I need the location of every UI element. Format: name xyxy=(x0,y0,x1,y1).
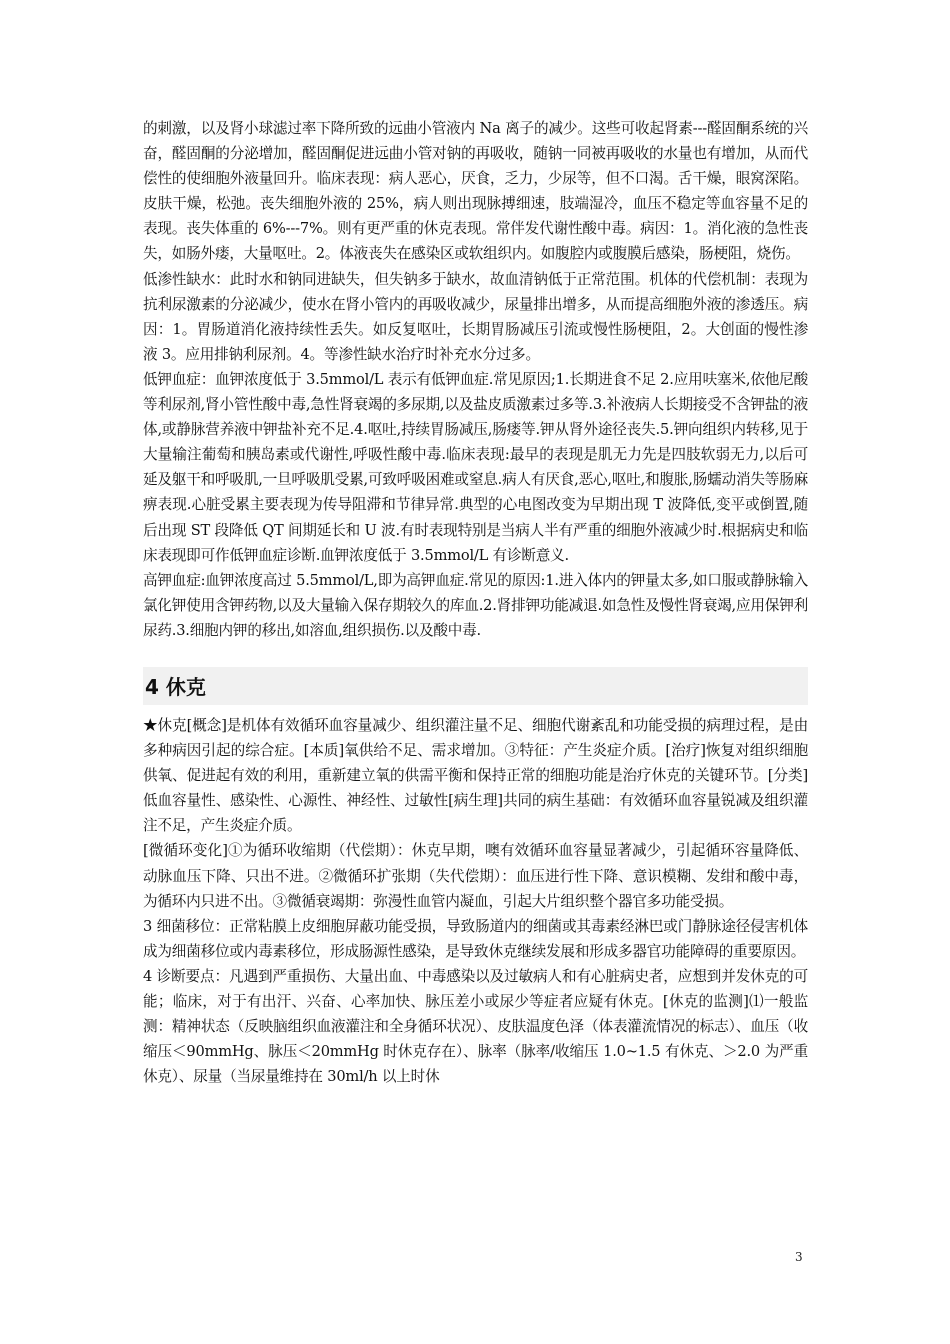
paragraph-hyperkalemia: 高钾血症:血钾浓度高过 5.5mmol/L,即为高钾血症.常见的原因:1.进入体内的钾量太多,如口服或静脉输入氯化钾使用含钾药物,以及大量输入保存期较久的库血.2.肾排钾功能减退.如急性及慢性肾衰竭,应用保钾利尿药.3.细胞内钾的移出,如溶血,组织损伤.以及酸中毒. xyxy=(143,571,808,639)
page-content xyxy=(143,116,808,1089)
section-heading-box xyxy=(143,667,808,705)
paragraph-shock-concept: ★休克[概念]是机体有效循环血容量减少、组织灌注量不足、细胞代谢紊乱和功能受损的病理过程，是由多种病因引起的综合症。[本质]氧供给不足、需求增加。③特征：产生炎症介质。[治疗]恢复对组织细胞供氧、促进起有效的利用，重新建立氧的供需平衡和保持正常的细胞功能是治疗休克的关键环节。[分类]低血容量性、感染性、心源性、神经性、过敏性[病生理]共同的病生基础：有效循环血容量锐减及组织灌注不足，产生炎症介质。 xyxy=(143,716,808,835)
paragraph-hypokalemia: 低钾血症：血钾浓度低于 3.5mmol/L 表示有低钾血症.常见原因;1.长期进食不足 2.应用呋塞米,依他尼酸等利尿剂,肾小管性酸中毒,急性肾衰竭的多尿期,以及盐皮质激素过多等.3.补液病人长期接受不含钾盐的液体,或静脉营养液中钾盐补充不足.4.呕吐,持续胃肠减压,肠瘘等.钾从肾外途径丧失.5.钾向组织内转移,见于大量输注葡萄和胰岛素或代谢性,呼吸性酸中毒.临床表现:最早的表现是肌无力先是四肢软弱无力,以后可延及躯干和呼吸肌,一旦呼吸肌受累,可致呼吸困难或窒息.病人有厌食,恶心,呕吐,和腹胀,肠蠕动消失等肠麻痹表现.心脏受累主要表现为传导阻滞和节律异常.典型的心电图改变为早期出现 T 波降低,变平或倒置,随后出现 ST 段降低 QT 间期延长和 U 波.有时表现特别是当病人半有严重的细胞外液减少时.根据病史和临床表现即可作低钾血症诊断.血钾浓度低于 3.5mmol/L 有诊断意义. xyxy=(143,370,808,564)
paragraph-isotonic-dehydration: 的刺激，以及肾小球滤过率下降所致的远曲小管液内 Na 离子的减少。这些可收起肾素---醛固酮系统的兴奋，醛固酮的分泌增加，醛固酮促进远曲小管对钠的再吸收，随钠一同被再吸收的水量也有增加，从而代偿性的使细胞外液量回升。临床表现：病人恶心，厌食，乏力，少尿等，但不口渴。舌干燥，眼窝深陷。皮肤干燥，松弛。丧失细胞外液的 25%，病人则出现脉搏细速，肢端湿冷，血压不稳定等血容量不足的表现。丧失体重的 6%---7%。则有更严重的休克表现。常伴发代谢性酸中毒。病因：1。消化液的急性丧失，如肠外瘘，大量呕吐。2。体液丧失在感染区或软组织内。如腹腔内或腹膜后感染，肠梗阻，烧伤。 xyxy=(143,120,808,263)
section-spacer xyxy=(143,643,808,667)
page-number: 3 xyxy=(795,1250,803,1264)
paragraph-hypotonic-dehydration: 低渗性缺水：此时水和钠同进缺失，但失钠多于缺水，故血清钠低于正常范围。机体的代偿机制：表现为抗利尿激素的分泌减少，使水在肾小管内的再吸收减少，尿量排出增多，从而提高细胞外液的渗透压。病因：1。胃肠道消化液持续性丢失。如反复呕吐，长期胃肠减压引流或慢性肠梗阻，2。大创面的慢性渗液 3。应用排钠利尿剂。4。等渗性缺水治疗时补充水分过多。 xyxy=(143,270,808,363)
section-heading: 4 休克 xyxy=(145,675,206,700)
paragraph-diagnosis: 4 诊断要点：凡遇到严重损伤、大量出血、中毒感染以及过敏病人和有心脏病史者，应想到并发休克的可能；临床，对于有出汗、兴奋、心率加快、脉压差小或尿少等症者应疑有休克。[休克的监测]⑴一般监测：精神状态（反映脑组织血液灌注和全身循环状况）、皮肤温度色泽（体表灌流情况的标志）、血压（收缩压＜90mmHg、脉压＜20mmHg 时休克存在）、脉率（脉率/收缩压 1.0~1.5 有休克、＞2.0 为严重休克）、尿量（当尿量维持在 30ml/h 以上时休 xyxy=(143,967,808,1086)
paragraph-microcirculation: [微循环变化]①为循环收缩期（代偿期）：休克早期，噢有效循环血容量显著减少，引起循环容量降低、动脉血压下降、只出不进。②微循环扩张期（失代偿期）：血压进行性下降、意识模糊、发绀和酸中毒，为循环内只进不出。③微循衰竭期：弥漫性血管内凝血，引起大片组织整个器官多功能受损。 xyxy=(143,842,808,910)
paragraph-bacterial-translocation: 3 细菌移位：正常粘膜上皮细胞屏蔽功能受损，导致肠道内的细菌或其毒素经淋巴或门静脉途径侵害机体成为细菌移位或内毒素移位，形成肠源性感染，是导致休克继续发展和形成多器官功能障碍的重要原因。 xyxy=(143,917,808,960)
